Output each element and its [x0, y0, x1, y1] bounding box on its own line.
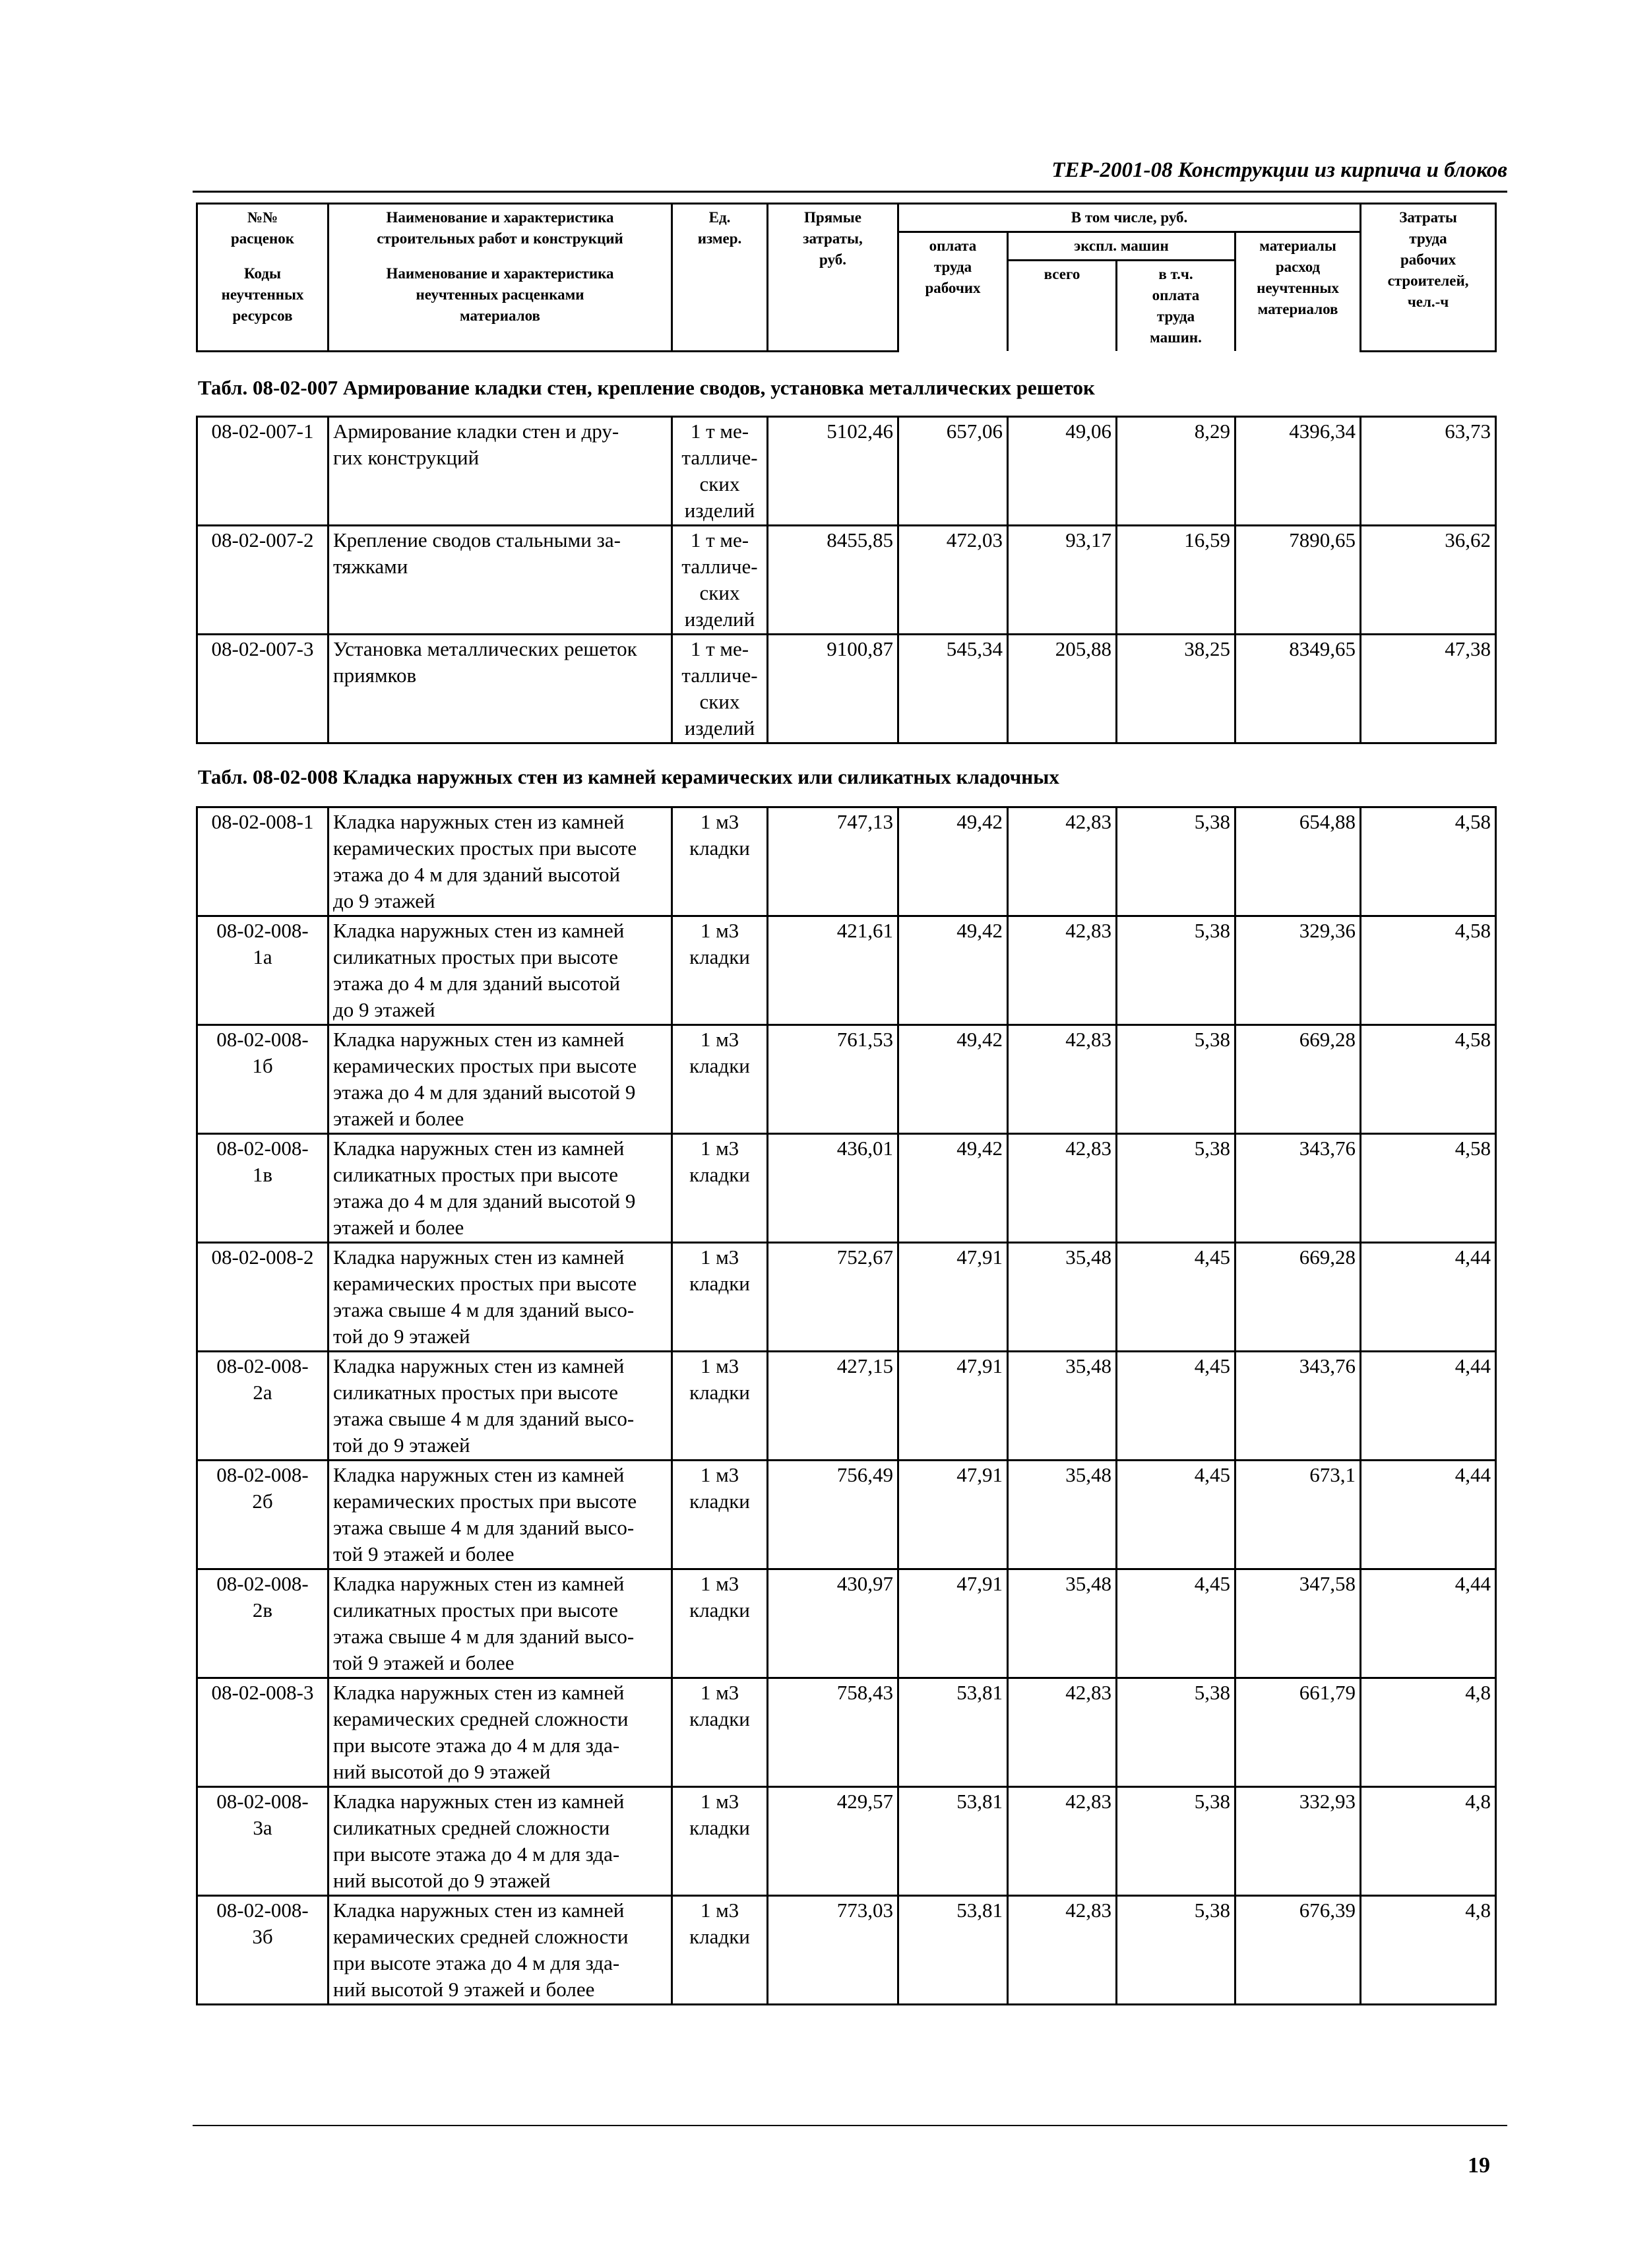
materials-cell: 8349,65 — [1235, 635, 1361, 743]
machine-wages-cell: 5,38 — [1117, 1896, 1235, 2005]
materials-cell: 654,88 — [1235, 807, 1361, 916]
direct-costs-cell: 747,13 — [768, 807, 898, 916]
rate-code: 08-02-007-1 — [197, 417, 328, 526]
rate-code: 08-02-007-3 — [197, 635, 328, 743]
rates-table — [196, 806, 1497, 2005]
header-rate-number: №№ расценок — [197, 204, 328, 261]
header-wages: оплата труда рабочих — [898, 232, 1008, 352]
wages-cell: 47,91 — [898, 1569, 1008, 1678]
table-row — [197, 1678, 1496, 1787]
machines-cell: 35,48 — [1008, 1243, 1117, 1352]
materials-cell: 332,93 — [1235, 1787, 1361, 1896]
header-materials: материалы расход неучтенных материалов — [1235, 232, 1361, 352]
wages-cell: 472,03 — [898, 526, 1008, 635]
direct-costs-cell: 773,03 — [768, 1896, 898, 2005]
unit-cell: 1 м3 кладки — [672, 807, 768, 916]
wages-cell: 545,34 — [898, 635, 1008, 743]
work-name: Кладка наружных стен из камней силикатных простых при высоте этажа до 4 м для зданий высотой до 9 этажей — [328, 916, 672, 1025]
labor-cell: 63,73 — [1361, 417, 1496, 526]
table-row — [197, 1134, 1496, 1243]
direct-costs-cell: 8455,85 — [768, 526, 898, 635]
unit-cell: 1 м3 кладки — [672, 1352, 768, 1461]
header-work-name: Наименование и характеристика строительных работ и конструкций — [328, 204, 672, 261]
machine-wages-cell: 5,38 — [1117, 1025, 1235, 1134]
header-machines: экспл. машин — [1008, 232, 1235, 261]
work-name: Кладка наружных стен из камней керамических средней сложности при высоте этажа до 4 м для зда- ний высотой 9 этажей и более — [328, 1896, 672, 2005]
table-row — [197, 916, 1496, 1025]
machine-wages-cell: 16,59 — [1117, 526, 1235, 635]
labor-cell: 36,62 — [1361, 526, 1496, 635]
materials-cell: 343,76 — [1235, 1352, 1361, 1461]
materials-cell: 7890,65 — [1235, 526, 1361, 635]
materials-cell: 343,76 — [1235, 1134, 1361, 1243]
wages-cell: 53,81 — [898, 1787, 1008, 1896]
page-number: 19 — [1468, 2153, 1490, 2178]
unit-cell: 1 м3 кладки — [672, 1787, 768, 1896]
labor-cell: 4,58 — [1361, 1025, 1496, 1134]
materials-cell: 347,58 — [1235, 1569, 1361, 1678]
header-direct-costs: Прямые затраты, руб. — [768, 204, 898, 352]
column-header-table — [196, 203, 1497, 352]
header-resource-codes: Коды неучтенных ресурсов — [197, 261, 328, 352]
rate-code: 08-02-008- 3а — [197, 1787, 328, 1896]
table-row — [197, 807, 1496, 916]
unit-cell: 1 м3 кладки — [672, 1243, 768, 1352]
header-rule — [193, 191, 1507, 193]
direct-costs-cell: 761,53 — [768, 1025, 898, 1134]
header-machines-wages: в т.ч. оплата труда машин. — [1117, 261, 1235, 352]
work-name: Кладка наружных стен из камней силикатных простых при высоте этажа свыше 4 м для зданий высо- той 9 этажей и более — [328, 1569, 672, 1678]
rate-code: 08-02-008- 2в — [197, 1569, 328, 1678]
labor-cell: 4,44 — [1361, 1352, 1496, 1461]
header-machines-total: всего — [1008, 261, 1117, 352]
table-row — [197, 635, 1496, 743]
rate-code: 08-02-008-1 — [197, 807, 328, 916]
materials-cell: 4396,34 — [1235, 417, 1361, 526]
machine-wages-cell: 4,45 — [1117, 1352, 1235, 1461]
unit-cell: 1 т ме- талличе- ских изделий — [672, 526, 768, 635]
unit-cell: 1 т ме- талличе- ских изделий — [672, 417, 768, 526]
unit-cell: 1 м3 кладки — [672, 1678, 768, 1787]
direct-costs-cell: 756,49 — [768, 1461, 898, 1569]
unit-cell: 1 м3 кладки — [672, 1569, 768, 1678]
rate-code: 08-02-008-2 — [197, 1243, 328, 1352]
running-head: ТЕР-2001-08 Конструкции из кирпича и блоков — [1051, 158, 1507, 182]
labor-cell: 4,58 — [1361, 1134, 1496, 1243]
labor-cell: 4,58 — [1361, 807, 1496, 916]
direct-costs-cell: 429,57 — [768, 1787, 898, 1896]
table-row — [197, 1787, 1496, 1896]
rate-code: 08-02-008- 3б — [197, 1896, 328, 2005]
labor-cell: 4,8 — [1361, 1678, 1496, 1787]
wages-cell: 49,42 — [898, 1134, 1008, 1243]
rates-table — [196, 416, 1497, 744]
machines-cell: 42,83 — [1008, 1678, 1117, 1787]
direct-costs-cell: 758,43 — [768, 1678, 898, 1787]
header-unit: Ед. измер. — [672, 204, 768, 352]
materials-cell: 669,28 — [1235, 1243, 1361, 1352]
direct-costs-cell: 9100,87 — [768, 635, 898, 743]
table-row — [197, 526, 1496, 635]
machines-cell: 42,83 — [1008, 916, 1117, 1025]
wages-cell: 47,91 — [898, 1352, 1008, 1461]
work-name: Кладка наружных стен из камней керамических простых при высоте этажа свыше 4 м для зданий высо- той до 9 этажей — [328, 1243, 672, 1352]
machines-cell: 93,17 — [1008, 526, 1117, 635]
materials-cell: 676,39 — [1235, 1896, 1361, 2005]
machines-cell: 35,48 — [1008, 1569, 1117, 1678]
machine-wages-cell: 5,38 — [1117, 1134, 1235, 1243]
rate-code: 08-02-007-2 — [197, 526, 328, 635]
direct-costs-cell: 752,67 — [768, 1243, 898, 1352]
work-name: Кладка наружных стен из камней силикатных простых при высоте этажа до 4 м для зданий высотой 9 этажей и более — [328, 1134, 672, 1243]
machines-cell: 49,06 — [1008, 417, 1117, 526]
table-caption: Табл. 08-02-007 Армирование кладки стен, крепление сводов, установка металлических решеток — [198, 376, 1095, 399]
materials-cell: 329,36 — [1235, 916, 1361, 1025]
work-name: Кладка наружных стен из камней керамических простых при высоте этажа свыше 4 м для зданий высо- той 9 этажей и более — [328, 1461, 672, 1569]
unit-cell: 1 м3 кладки — [672, 1025, 768, 1134]
machine-wages-cell: 4,45 — [1117, 1243, 1235, 1352]
labor-cell: 4,44 — [1361, 1569, 1496, 1678]
header-labor-costs: Затраты труда рабочих строителей, чел.-ч — [1361, 204, 1496, 352]
rate-code: 08-02-008- 2б — [197, 1461, 328, 1569]
machine-wages-cell: 5,38 — [1117, 807, 1235, 916]
wages-cell: 47,91 — [898, 1461, 1008, 1569]
direct-costs-cell: 436,01 — [768, 1134, 898, 1243]
footer-rule — [193, 2125, 1507, 2126]
wages-cell: 53,81 — [898, 1896, 1008, 2005]
machines-cell: 42,83 — [1008, 1787, 1117, 1896]
unit-cell: 1 т ме- талличе- ских изделий — [672, 635, 768, 743]
machine-wages-cell: 5,38 — [1117, 1678, 1235, 1787]
labor-cell: 4,44 — [1361, 1461, 1496, 1569]
table-row — [197, 1896, 1496, 2005]
machines-cell: 42,83 — [1008, 1025, 1117, 1134]
unit-cell: 1 м3 кладки — [672, 1896, 768, 2005]
wages-cell: 657,06 — [898, 417, 1008, 526]
labor-cell: 4,8 — [1361, 1787, 1496, 1896]
rate-code: 08-02-008- 2а — [197, 1352, 328, 1461]
wages-cell: 47,91 — [898, 1243, 1008, 1352]
table-caption: Табл. 08-02-008 Кладка наружных стен из камней керамических или силикатных кладочных — [198, 765, 1059, 788]
machine-wages-cell: 4,45 — [1117, 1569, 1235, 1678]
rate-code: 08-02-008- 1б — [197, 1025, 328, 1134]
labor-cell: 4,44 — [1361, 1243, 1496, 1352]
labor-cell: 4,8 — [1361, 1896, 1496, 2005]
table-row — [197, 1569, 1496, 1678]
wages-cell: 49,42 — [898, 916, 1008, 1025]
table-row — [197, 1461, 1496, 1569]
machine-wages-cell: 5,38 — [1117, 916, 1235, 1025]
work-name: Кладка наружных стен из камней силикатных средней сложности при высоте этажа до 4 м для зда- ний высотой до 9 этажей — [328, 1787, 672, 1896]
wages-cell: 49,42 — [898, 807, 1008, 916]
materials-cell: 669,28 — [1235, 1025, 1361, 1134]
machines-cell: 42,83 — [1008, 1896, 1117, 2005]
work-name: Установка металлических решеток приямков — [328, 635, 672, 743]
work-name: Кладка наружных стен из камней керамических средней сложности при высоте этажа до 4 м для зда- ний высотой до 9 этажей — [328, 1678, 672, 1787]
machine-wages-cell: 38,25 — [1117, 635, 1235, 743]
work-name: Кладка наружных стен из камней керамических простых при высоте этажа до 4 м для зданий высотой 9 этажей и более — [328, 1025, 672, 1134]
header-material-name: Наименование и характеристика неучтенных расценками материалов — [328, 261, 672, 352]
table-row — [197, 1025, 1496, 1134]
wages-cell: 53,81 — [898, 1678, 1008, 1787]
unit-cell: 1 м3 кладки — [672, 916, 768, 1025]
wages-cell: 49,42 — [898, 1025, 1008, 1134]
rate-code: 08-02-008-3 — [197, 1678, 328, 1787]
table-row — [197, 1352, 1496, 1461]
materials-cell: 661,79 — [1235, 1678, 1361, 1787]
unit-cell: 1 м3 кладки — [672, 1461, 768, 1569]
direct-costs-cell: 430,97 — [768, 1569, 898, 1678]
work-name: Кладка наружных стен из камней силикатных простых при высоте этажа свыше 4 м для зданий высо- той до 9 этажей — [328, 1352, 672, 1461]
machines-cell: 35,48 — [1008, 1461, 1117, 1569]
rate-code: 08-02-008- 1в — [197, 1134, 328, 1243]
labor-cell: 4,58 — [1361, 916, 1496, 1025]
machine-wages-cell: 4,45 — [1117, 1461, 1235, 1569]
work-name: Армирование кладки стен и дру- гих конструкций — [328, 417, 672, 526]
machine-wages-cell: 8,29 — [1117, 417, 1235, 526]
materials-cell: 673,1 — [1235, 1461, 1361, 1569]
labor-cell: 47,38 — [1361, 635, 1496, 743]
direct-costs-cell: 427,15 — [768, 1352, 898, 1461]
unit-cell: 1 м3 кладки — [672, 1134, 768, 1243]
header-including: В том числе, руб. — [898, 204, 1361, 232]
machines-cell: 205,88 — [1008, 635, 1117, 743]
machine-wages-cell: 5,38 — [1117, 1787, 1235, 1896]
direct-costs-cell: 421,61 — [768, 916, 898, 1025]
work-name: Кладка наружных стен из камней керамических простых при высоте этажа до 4 м для зданий высотой до 9 этажей — [328, 807, 672, 916]
machines-cell: 35,48 — [1008, 1352, 1117, 1461]
machines-cell: 42,83 — [1008, 807, 1117, 916]
table-row — [197, 417, 1496, 526]
work-name: Крепление сводов стальными за- тяжками — [328, 526, 672, 635]
rate-code: 08-02-008- 1а — [197, 916, 328, 1025]
direct-costs-cell: 5102,46 — [768, 417, 898, 526]
machines-cell: 42,83 — [1008, 1134, 1117, 1243]
table-row — [197, 1243, 1496, 1352]
